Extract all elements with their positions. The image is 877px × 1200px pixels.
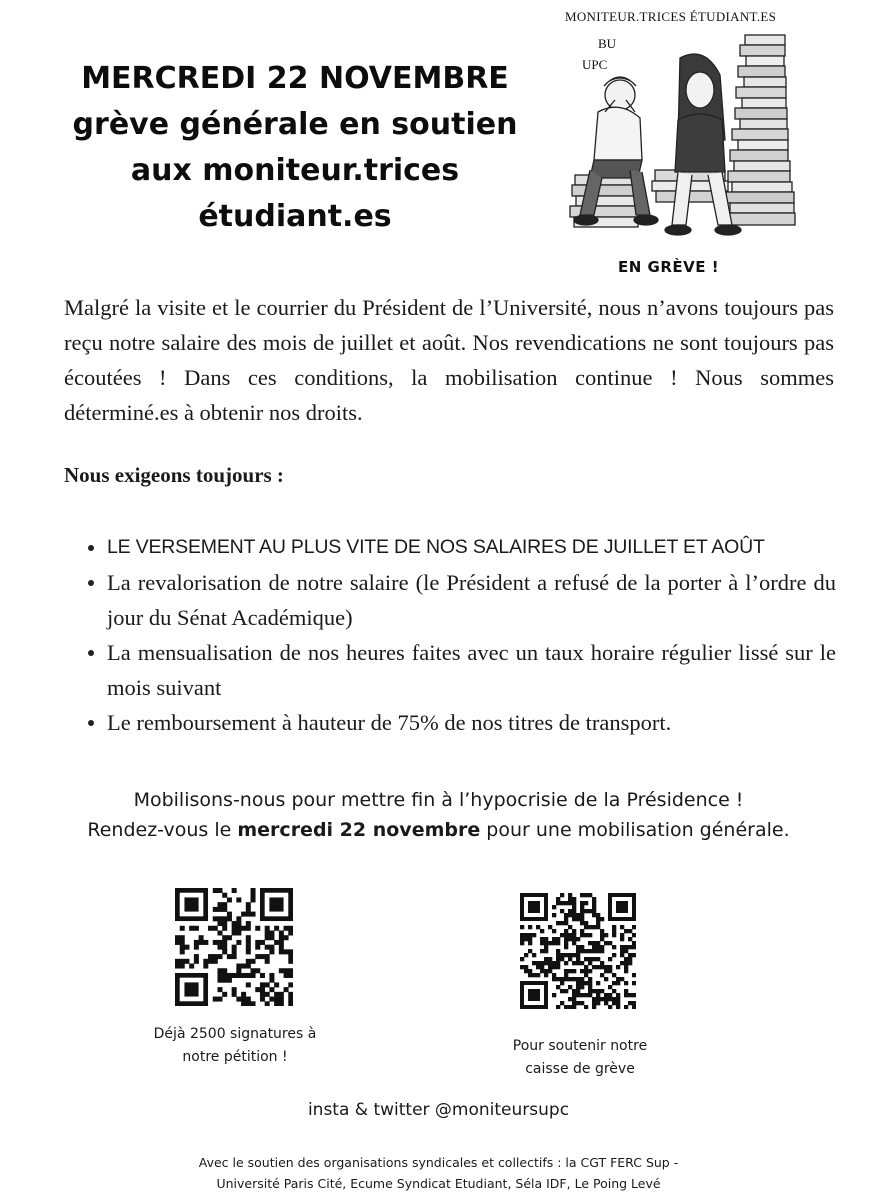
- demand-text: La revalorisation de notre salaire (le Président a refusé de la porter à l’ordre du jour du Sénat Académique): [107, 570, 836, 630]
- demand-text: LE VERSEMENT AU PLUS VITE DE NOS SALAIRES DE JUILLET ET AOÛT: [107, 536, 765, 558]
- demand-text: La mensualisation de nos heures faites avec un taux horaire régulier lissé sur le mois suivant: [107, 640, 836, 700]
- bullet-icon: [88, 545, 94, 551]
- illustration-bu-label: BU: [598, 36, 617, 51]
- headline-line: étudiant.es: [198, 199, 392, 234]
- social-handle[interactable]: insta & twitter @moniteursupc: [307, 1100, 570, 1120]
- support-line: Avec le soutien des organisations syndicales et collectifs : la CGT FERC Sup -: [198, 1155, 679, 1170]
- qr-code-icon: [175, 888, 293, 1006]
- bullet-icon: [88, 650, 94, 656]
- petition-qr-code[interactable]: [175, 888, 293, 1006]
- intro-paragraph: Malgré la visite et le courrier du Président de l’Université, nous n’avons toujours pas reçu notre salaire des mois de juillet et août. Nos revendications ne sont toujours pas écoutées ! Dans ces conditions, la mobilisation continue ! Nous sommes déterminé.es à obtenir nos droits.: [64, 295, 834, 425]
- list-item: [88, 530, 836, 565]
- petition-caption: [120, 1023, 350, 1069]
- caption-line: Déjà 2500 signatures à: [153, 1026, 317, 1042]
- call-to-action: [0, 785, 877, 845]
- list-item: [88, 635, 836, 705]
- demands-list: [88, 530, 836, 740]
- illustration-upc-label: UPC: [582, 57, 608, 72]
- illustration-title: MONITEUR.TRICES ÉTUDIANT.ES: [565, 9, 777, 24]
- demand-text: Le remboursement à hauteur de 75% de nos titres de transport.: [107, 710, 672, 735]
- call-text: pour une mobilisation générale.: [480, 819, 790, 841]
- call-line-1: Mobilisons-nous pour mettre fin à l’hypocrisie de la Présidence !: [133, 789, 744, 811]
- two-students-sitting-on-books-illustration: [560, 0, 800, 290]
- strike-label: EN GRÈVE !: [618, 258, 720, 276]
- headline: [60, 56, 530, 240]
- headline-line: aux moniteur.trices: [130, 153, 460, 188]
- call-text: Rendez-vous le: [87, 819, 238, 841]
- support-line: Université Paris Cité, Ecume Syndicat Etudiant, Séla IDF, Le Poing Levé: [216, 1176, 661, 1191]
- list-item: [88, 705, 836, 740]
- call-line-2: [0, 815, 877, 845]
- bullet-icon: [88, 580, 94, 586]
- caption-line: notre pétition !: [182, 1049, 288, 1065]
- caption-line: caisse de grève: [525, 1061, 635, 1077]
- headline-line: MERCREDI 22 NOVEMBRE: [81, 61, 509, 96]
- support-footer: [120, 1152, 757, 1194]
- qr-code-icon: [520, 893, 636, 1009]
- headline-line: grève générale en soutien: [72, 107, 518, 142]
- strike-fund-caption: [465, 1035, 695, 1081]
- bullet-icon: [88, 720, 94, 726]
- caption-line: Pour soutenir notre: [512, 1038, 648, 1054]
- book-stack-right-icon: [725, 35, 795, 225]
- strike-fund-qr-code[interactable]: [520, 893, 636, 1009]
- demands-title: Nous exigeons toujours :: [64, 463, 284, 487]
- list-item: [88, 565, 836, 635]
- call-date: mercredi 22 novembre: [237, 819, 481, 841]
